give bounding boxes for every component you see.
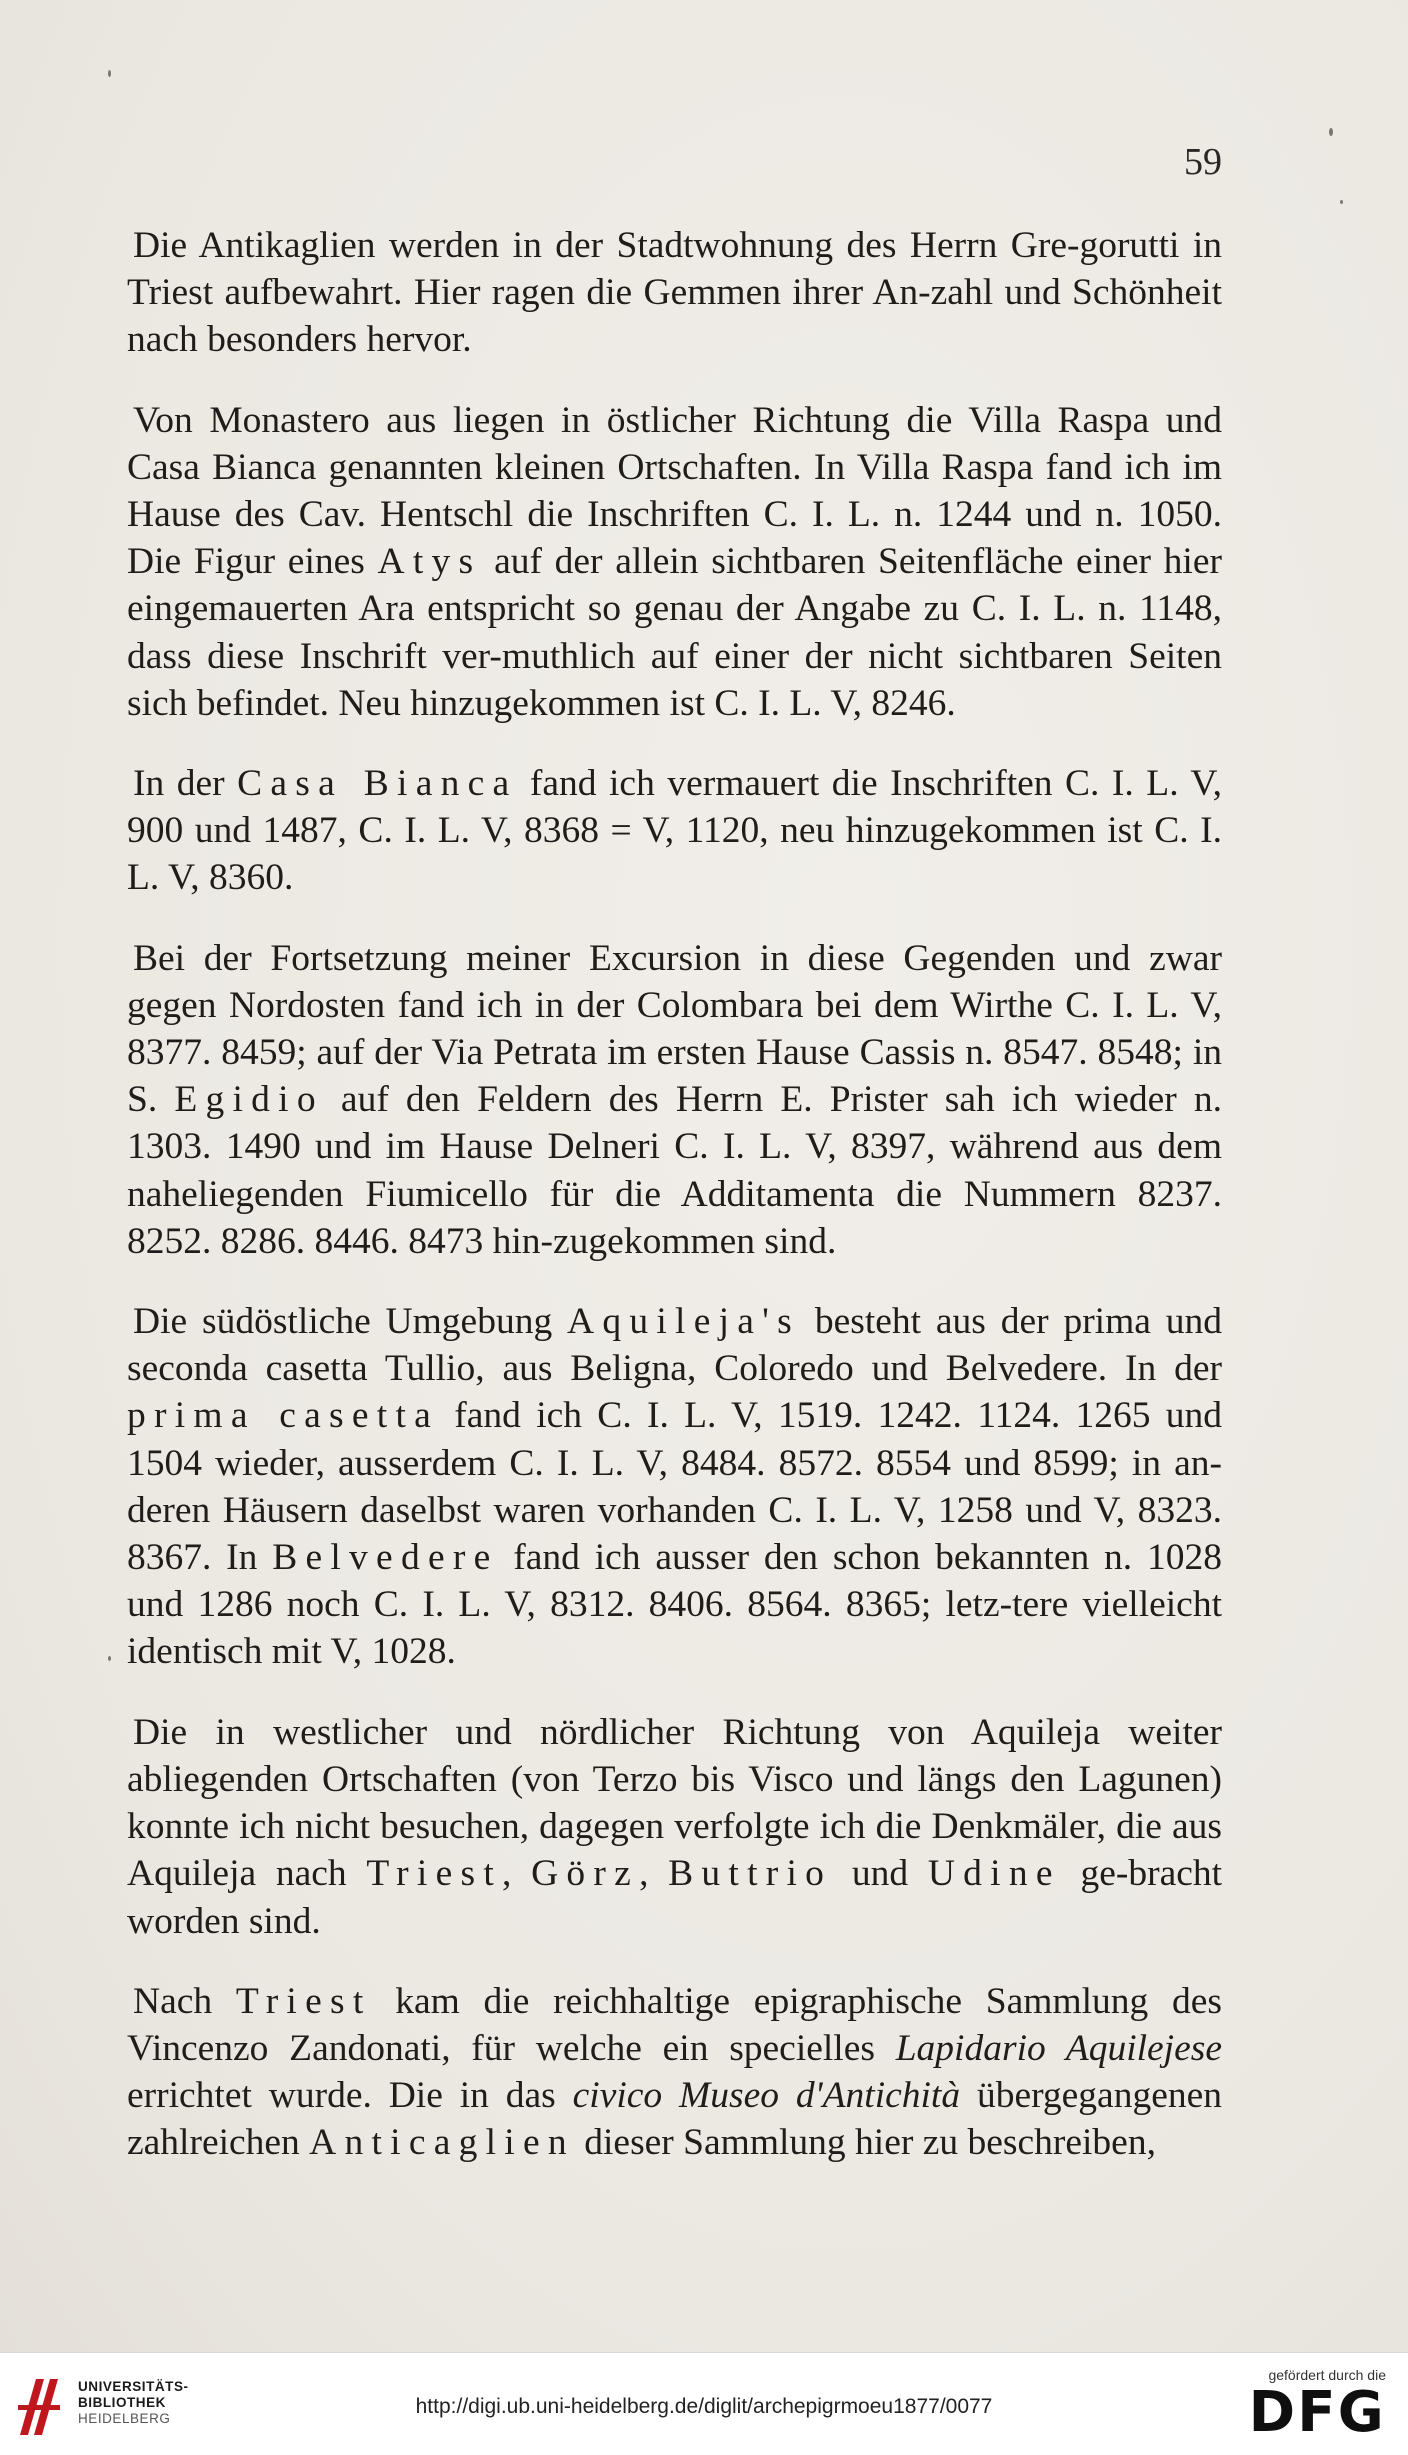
spaced-term: Belvedere: [272, 1537, 499, 1579]
text-run: kam die reichhaltige epigraphische Sammlung des Vincenzo Zandonati, für welche ein specielles: [127, 1980, 1223, 2069]
text-run: Bei der Fortsetzung meiner Excursion in diese Gegenden und zwar gegen Nordosten fand ich in der Colombara bei dem Wirthe C. I. L. V, 8377. 8459; auf der Via Petrata im ersten Hause Cassis n. 8547. 8548; in S.: [127, 937, 1222, 1121]
text-run: ,: [639, 1853, 669, 1895]
library-name-line1: UNIVERSITÄTS-: [78, 2379, 189, 2394]
paragraph: [127, 397, 1222, 727]
sponsor-text: gefördert durch die: [1268, 2367, 1386, 2383]
paragraph: [127, 1709, 1222, 1945]
dfg-logo: DFG: [1248, 2380, 1386, 2445]
paragraph: [127, 1978, 1222, 2167]
text-run: dieser Sammlung hier zu beschreiben,: [574, 2122, 1156, 2164]
text-run: fand ich vermauert die Inschriften C. I. L. V, 900 und 1487, C. I. L. V, 8368 = V, 1120, neu hinzugekommen ist C. I. L. V, 8360.: [127, 763, 1223, 899]
spaced-term: Udine: [927, 1853, 1061, 1895]
paragraph: [127, 222, 1222, 364]
scan-speck: [1340, 200, 1343, 204]
scan-speck: [1329, 128, 1333, 136]
spaced-term: prima casetta: [127, 1395, 440, 1437]
permalink-url[interactable]: http://digi.ub.uni-heidelberg.de/diglit/archepigrmoeu1877/0077: [415, 2395, 993, 2418]
text-run: übergegangenen zahlreichen: [127, 2075, 1222, 2164]
text-run: und: [832, 1853, 928, 1895]
spaced-term: Görz: [531, 1853, 640, 1895]
spaced-term: Aquileja's: [567, 1301, 801, 1343]
page-number: 59: [1184, 141, 1222, 183]
spaced-term: Atys: [377, 541, 482, 583]
library-name-line3: HEIDELBERG: [78, 2411, 171, 2426]
spaced-term: Casa Bianca: [237, 763, 518, 805]
paragraph: [127, 760, 1222, 902]
text-run: ,: [502, 1853, 532, 1895]
text-run: Die Antikaglien werden in der Stadtwohnung des Herrn Gre-gorutti in Triest aufbewahrt. Hier ragen die Gemmen ihrer An-zahl und Schönheit nach besonders hervor.: [127, 225, 1222, 361]
library-name-line2: BIBLIOTHEK: [78, 2395, 166, 2410]
scan-speck: [108, 70, 111, 77]
text-run: errichtet wurde. Die in das: [127, 2075, 573, 2117]
paragraph: [127, 1298, 1222, 1676]
text-run: Von Monastero aus liegen in östlicher Richtung die Villa Raspa und Casa Bianca genannten kleinen Ortschaften. In Villa Raspa fand ich im Hause des Cav. Hentschl die Inschriften C. I. L. n. 1244 und n. 1050. Die Figur eines: [127, 399, 1222, 583]
text-run: Die in westlicher und nördlicher Richtung von Aquileja weiter abliegenden Ortschaften (von Terzo bis Visco und längs den Lagunen) konnte ich nicht besuchen, dagegen verfolgte ich die Denkmäler, die aus Aquileja nach: [127, 1711, 1222, 1895]
text-run: Nach: [133, 1980, 236, 2022]
paragraph: [127, 935, 1222, 1265]
text-run: ge-bracht worden sind.: [127, 1853, 1223, 1942]
spaced-term: Triest: [366, 1853, 502, 1895]
spaced-term: Anticaglien: [309, 2122, 575, 2164]
body-text: [127, 222, 1222, 2200]
text-run: auf der allein sichtbaren Seitenfläche einer hier eingemauerten Ara entspricht so genau der Angabe zu C. I. L. n. 1148, dass diese Inschrift ver-muthlich auf einer der nicht sichtbaren Seiten sich befindet. Neu hinzugekommen ist C. I. L. V, 8246.: [127, 541, 1222, 724]
text-run: besteht aus der prima und seconda casetta Tullio, aus Beligna, Coloredo und Belvedere. In der: [127, 1301, 1222, 1390]
text-run: Die südöstliche Umgebung: [133, 1301, 568, 1343]
scan-speck: [108, 1656, 111, 1661]
spaced-term: Buttrio: [668, 1853, 833, 1895]
text-run: fand ich C. I. L. V, 1519. 1242. 1124. 1265 und 1504 wieder, ausserdem C. I. L. V, 8484. 8572. 8554 und 8599; in an-deren Häusern daselbst waren vorhanden C. I. L. V, 1258 und V, 8323. 8367. In: [127, 1395, 1222, 1579]
italic-term: civico Museo d'Antichità: [572, 2075, 961, 2117]
text-run: In der: [133, 763, 238, 805]
footer-bar: [0, 2352, 1408, 2455]
sponsor: [1236, 2367, 1386, 2445]
text-run: auf den Feldern des Herrn E. Prister sah ich wieder n. 1303. 1490 und im Hause Delneri C. I. L. V, 8397, während aus dem naheliegenden Fiumicello für die Additamenta die Nummern 8237. 8252. 8286. 8446. 8473 hin-zugekommen sind.: [127, 1079, 1223, 1262]
spaced-term: Egidio: [174, 1079, 324, 1121]
spaced-term: Triest: [235, 1980, 372, 2022]
text-run: fand ich ausser den schon bekannten n. 1028 und 1286 noch C. I. L. V, 8312. 8406. 8564. 8365; letz-tere vielleicht identisch mit V, 1028.: [127, 1537, 1222, 1673]
italic-term: Lapidario Aquilejese: [895, 2027, 1222, 2069]
